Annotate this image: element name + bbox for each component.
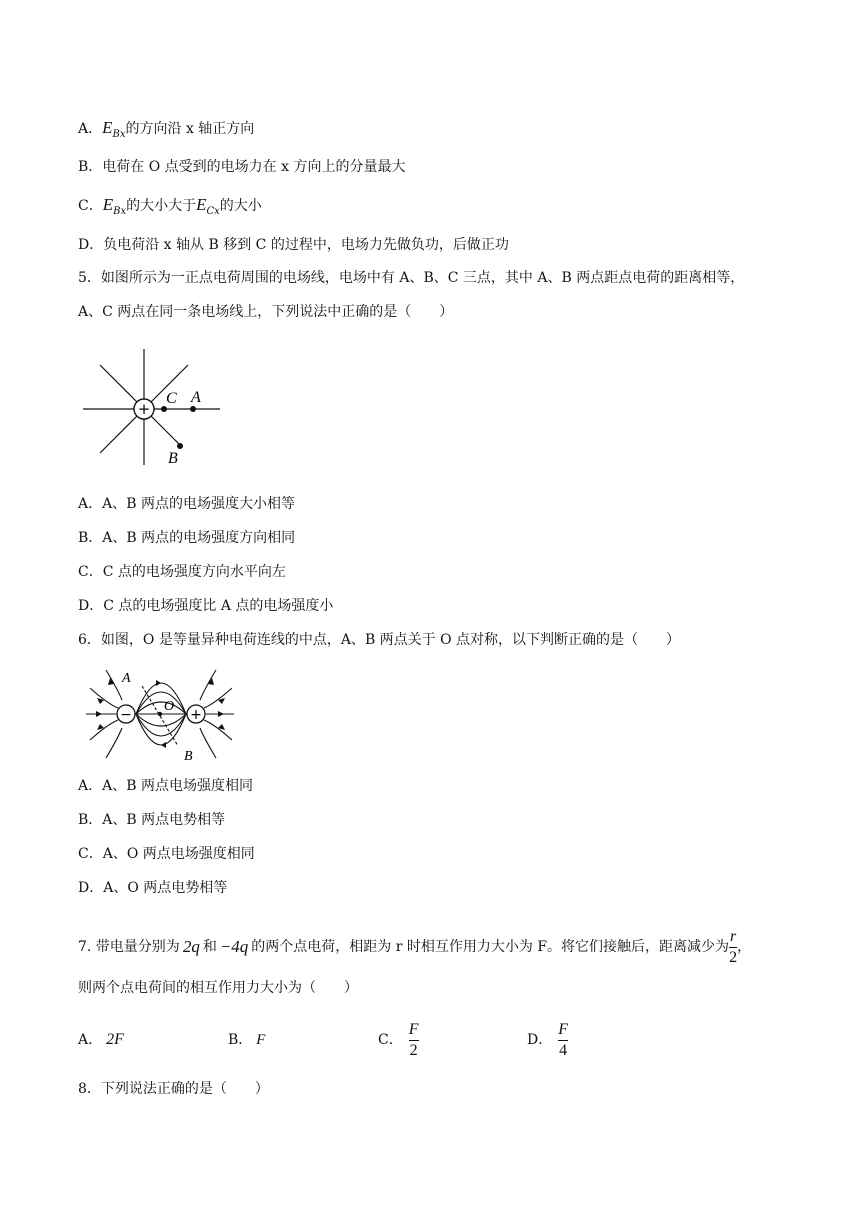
- option-label: D．: [78, 237, 104, 253]
- math-symbol: E: [102, 195, 114, 214]
- fraction-bar: [729, 947, 737, 948]
- math-symbol: E: [196, 195, 207, 214]
- math-subscript: Bx: [113, 206, 127, 217]
- q6-stem: 6．如图，O 是等量异种电荷连线的中点，A、B 两点关于 O 点对称，以下判断正确的是（ ）: [78, 632, 681, 648]
- label-c: C: [166, 390, 177, 407]
- q4-option-c: [78, 195, 262, 222]
- label-a: A: [191, 389, 201, 406]
- stem-text: 7. 带电量分别为: [78, 939, 180, 955]
- charge-expression: −4q: [219, 937, 249, 956]
- q5-stem-line2: A、C 两点在同一条电场线上，下列说法中正确的是（ ）: [78, 304, 454, 320]
- positive-charge-sign: +: [190, 707, 202, 723]
- option-label: A．: [78, 121, 103, 137]
- q5-option-a: A．A、B 两点的电场强度大小相等: [78, 496, 295, 512]
- option-text: 电荷在 O 点受到的电场力在 x 方向上的分量最大: [102, 159, 406, 175]
- option-value: F: [256, 1032, 266, 1048]
- fraction-denominator: 2: [729, 948, 738, 966]
- option-text: 负电荷沿 x 轴从 B 移到 C 的过程中，电场力先做负功，后做正功: [103, 237, 509, 253]
- negative-charge-sign: −: [120, 707, 132, 723]
- option-text: 的方向沿 x 轴正方向: [125, 121, 255, 137]
- q4-option-d: [78, 235, 509, 255]
- q4-option-a: [78, 118, 254, 145]
- math-subscript: Cx: [206, 206, 220, 217]
- q7-stem-line1: [78, 928, 751, 966]
- option-label: D．: [527, 1032, 553, 1048]
- q7-stem-line2: 则两个点电荷间的相互作用力大小为（ ）: [78, 980, 358, 996]
- fraction-numerator: F: [558, 1020, 569, 1038]
- q6-option-c: C．A、O 两点电场强度相同: [78, 846, 255, 862]
- q7-option-d: [527, 1021, 568, 1060]
- option-text: 的大小: [219, 198, 262, 214]
- fraction-numerator: F: [408, 1020, 419, 1038]
- q7-option-a: [78, 1030, 124, 1050]
- math-symbol: E: [102, 118, 113, 137]
- fraction-f-over-2: [409, 1021, 419, 1060]
- fraction-bar: [409, 1040, 419, 1041]
- fraction-r-over-2: [729, 928, 737, 967]
- q5-field-diagram: [78, 345, 228, 467]
- fraction-numerator: r: [729, 927, 737, 945]
- option-label: B．: [228, 1032, 253, 1048]
- q6-option-d: D．A、O 两点电势相等: [78, 880, 228, 896]
- stem-text: ，: [737, 939, 752, 955]
- point-o-dot: [158, 712, 162, 716]
- label-a: A: [122, 671, 131, 686]
- q4-option-b: [78, 157, 405, 177]
- fraction-denominator: 2: [409, 1041, 418, 1059]
- q5-stem-line1: 5．如图所示为一正点电荷周围的电场线，电场中有 A、B、C 三点，其中 A、B 两点距点电荷的距离相等，: [78, 270, 745, 286]
- option-label: A．: [78, 1032, 103, 1048]
- point-b-dot: [177, 443, 183, 449]
- option-text: 的大小大于: [126, 198, 197, 214]
- q5-option-c: C．C 点的电场强度方向水平向左: [78, 564, 286, 580]
- positive-charge-sign: +: [137, 400, 151, 418]
- stem-text: 的两个点电荷，相距为 r 时相互作用力大小为 F。将它们接触后，距离减少为: [251, 939, 730, 955]
- math-subscript: Bx: [112, 129, 126, 140]
- q7-option-b: [228, 1030, 265, 1050]
- q5-option-b: B．A、B 两点的电场强度方向相同: [78, 530, 296, 546]
- stem-text: 和: [202, 939, 217, 955]
- charge-expression: 2q: [182, 937, 200, 956]
- fraction-bar: [558, 1040, 568, 1041]
- q6-option-b: B．A、B 两点电势相等: [78, 812, 226, 828]
- label-o: O: [164, 699, 175, 714]
- label-b: B: [168, 450, 178, 467]
- option-label: C．: [78, 198, 103, 214]
- q8-stem: 8．下列说法正确的是（ ）: [78, 1081, 269, 1097]
- q6-option-a: A．A、B 两点电场强度相同: [78, 778, 253, 794]
- option-label: B．: [78, 159, 103, 175]
- fraction-denominator: 4: [559, 1041, 568, 1059]
- label-b: B: [184, 749, 193, 762]
- option-label: C．: [378, 1032, 403, 1048]
- q5-option-d: D．C 点的电场强度比 A 点的电场强度小: [78, 598, 334, 614]
- q6-dipole-diagram: [78, 660, 240, 762]
- fraction-f-over-4: [558, 1021, 568, 1060]
- option-value: 2F: [106, 1031, 124, 1048]
- q7-option-c: [378, 1021, 419, 1060]
- point-a-dot: [190, 406, 196, 412]
